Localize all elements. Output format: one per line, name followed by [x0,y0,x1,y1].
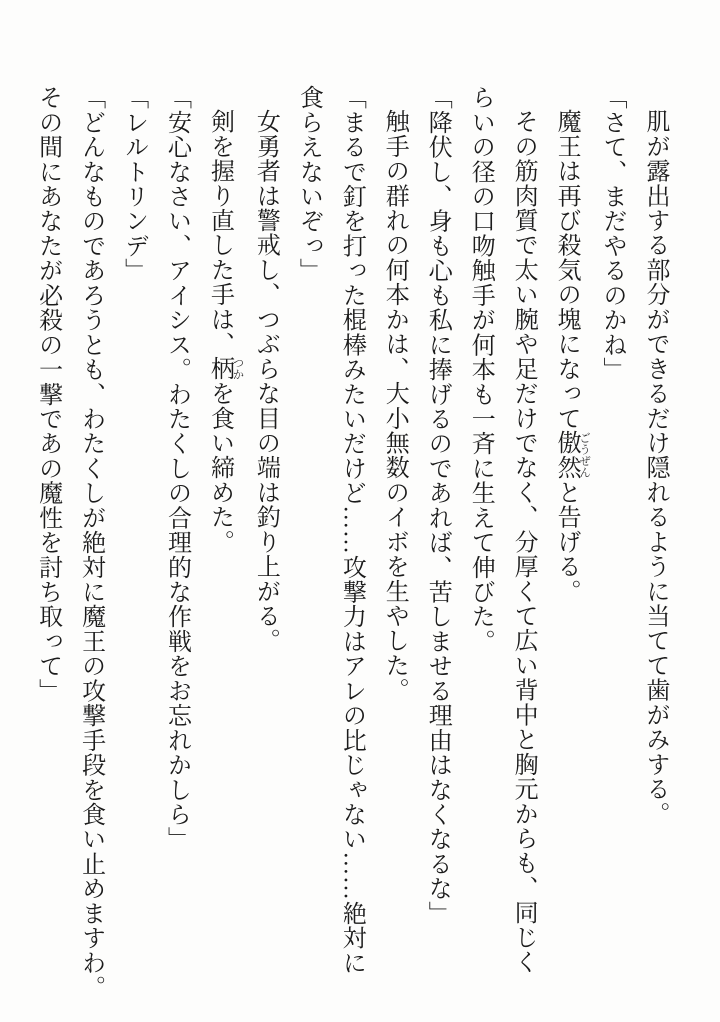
text-line: 「レルトリンデ」 [120,85,147,283]
text-line: らいの径の口吻触手が何本も一斉に生えて伸びた。 [467,85,494,654]
text-line: 「どんなものであろうとも、わたくしが絶対に魔王の攻撃手段を食い止めますわ。 [77,85,104,1000]
text-line: 女勇者は警戒し、つぶらな目の端は釣り上がる。 [252,109,279,653]
text-line: 「さて、まだやるのかね」 [599,85,626,382]
ruby-annotated-word: 傲然 ごうぜん [553,430,591,480]
text-line: 触手の群れの何本かは、大小無数のイボを生やした。 [381,109,408,703]
text-line: 「安心なさい、アイシス。わたくしの合理的な作戦をお忘れかしら」 [163,85,190,852]
text-line: その筋肉質で太い腕や足だけでなく、分厚くて広い背中と胸元からも、同じく [510,109,537,975]
text-line: 「まるで釘を打った棍棒みたいだけど……攻撃力はアレの比じゃない……絶対に [338,85,365,975]
text-line: その間にあなたが必殺の一撃であの魔性を討ち取って」 [34,85,61,703]
text-line: 肌が露出する部分ができるだけ隠れるように当てて歯がみする。 [642,109,668,826]
ruby-annotated-word: 柄 つか [206,356,244,381]
text-line: 食らえないぞっ」 [295,85,322,283]
text-line: 魔王は再び殺気の塊になって傲然 ごうぜんと告げる。 [553,109,591,604]
text-line: 剣を握り直した手は、柄 つかを食い締めた。 [206,109,244,554]
text-line: 「降伏し、身も心も私に捧げるのであれば、苦しませる理由はなくなるな」 [424,85,451,926]
